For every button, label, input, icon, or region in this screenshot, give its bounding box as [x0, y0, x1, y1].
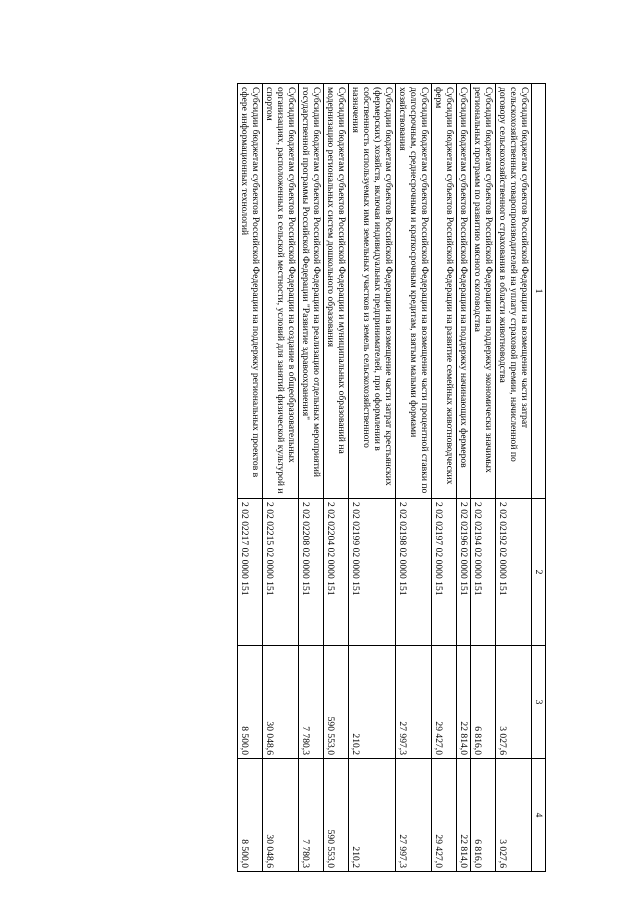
- row-value-col3: 30 048,6: [263, 646, 299, 759]
- row-value-col3: 22 814,0: [457, 646, 471, 759]
- row-value-col4: 8 500,0: [238, 759, 263, 872]
- table-row: [396, 84, 432, 872]
- table-row: [457, 84, 471, 872]
- row-description: Субсидии бюджетам субъектов Российской Федерации и муниципальных образований на модернизацию региональных систем дошкольного образования: [324, 84, 349, 499]
- row-value-col4: 7 780,3: [299, 759, 324, 872]
- table-row: [496, 84, 532, 872]
- row-code: 2 02 02192 02 0000 151: [496, 499, 532, 646]
- row-value-col4: 27 997,3: [396, 759, 432, 872]
- row-value-col4: 3 027,6: [496, 759, 532, 872]
- row-value-col4: 210,2: [349, 759, 396, 872]
- row-value-col4: 590 553,0: [324, 759, 349, 872]
- row-code: 2 02 02198 02 0000 151: [396, 499, 432, 646]
- budget-table: [237, 83, 546, 872]
- row-value-col3: 27 997,3: [396, 646, 432, 759]
- table-row: [299, 84, 324, 872]
- row-value-col4: 30 048,6: [263, 759, 299, 872]
- row-code: 2 02 02204 02 0000 151: [324, 499, 349, 646]
- row-description: Субсидии бюджетам субъектов Российской Федерации на реализацию отдельных мероприятий государственной программы Российской Федерации "Развитие здравоохранения": [299, 84, 324, 499]
- table-row: [471, 84, 496, 872]
- row-value-col3: 210,2: [349, 646, 396, 759]
- table-row: [324, 84, 349, 872]
- row-value-col3: 590 553,0: [324, 646, 349, 759]
- row-code: 2 02 02215 02 0000 151: [263, 499, 299, 646]
- row-value-col3: 3 027,6: [496, 646, 532, 759]
- row-code: 2 02 02199 02 0000 151: [349, 499, 396, 646]
- row-description: Субсидии бюджетам субъектов Российской Федерации на поддержку экономически значимых региональных программ по развитию мясного скотоводства: [471, 84, 496, 499]
- row-description: Субсидии бюджетам субъектов Российской Федерации на возмещение части затрат сельскохозяйственных товаропроизводителей на уплату страховой премии, начисленной по договору сельскохозяйственного страхования в области животноводства: [496, 84, 532, 499]
- row-description: Субсидии бюджетам субъектов Российской Федерации на поддержку начинающих фермеров: [457, 84, 471, 499]
- row-value-col3: 29 427,0: [432, 646, 457, 759]
- row-code: 2 02 02208 02 0000 151: [299, 499, 324, 646]
- row-value-col3: 7 780,3: [299, 646, 324, 759]
- row-description: Субсидии бюджетам субъектов Российской Федерации на возмещение части затрат крестьянских (фермерских) хозяйств, включая индивидуальных предпринимателей, при оформлении в собственность используемых ими земельных участков из земель сельскохозяйственного назначения: [349, 84, 396, 499]
- row-description: Субсидии бюджетам субъектов Российской Федерации на возмещение части процентной ставки по долгосрочным, среднесрочным и краткосрочным кредитам, взятым малыми формами хозяйствования: [396, 84, 432, 499]
- table-row: [238, 84, 263, 872]
- row-code: 2 02 02197 02 0000 151: [432, 499, 457, 646]
- row-description: Субсидии бюджетам субъектов Российской Федерации на создание в общеобразовательных организациях, расположенных в сельской местности, условий для занятий физической культурой и спортом: [263, 84, 299, 499]
- row-value-col4: 29 427,0: [432, 759, 457, 872]
- row-description: Субсидии бюджетам субъектов Российской Федерации на развитие семейных животноводческих ферм: [432, 84, 457, 499]
- row-value-col4: 6 816,0: [471, 759, 496, 872]
- table-row: [432, 84, 457, 872]
- table-row: [349, 84, 396, 872]
- column-header-4: 4: [532, 759, 546, 872]
- row-description: Субсидии бюджетам субъектов Российской Федерации на поддержку региональных проектов в сфере информационных технологий: [238, 84, 263, 499]
- row-value-col3: 6 816,0: [471, 646, 496, 759]
- table-header-row: [532, 84, 546, 872]
- row-code: 2 02 02217 02 0000 151: [238, 499, 263, 646]
- column-header-2: 2: [532, 499, 546, 646]
- row-value-col4: 22 814,0: [457, 759, 471, 872]
- row-code: 2 02 02196 02 0000 151: [457, 499, 471, 646]
- row-code: 2 02 02194 02 0000 151: [471, 499, 496, 646]
- table-row: [263, 84, 299, 872]
- column-header-1: 1: [532, 84, 546, 499]
- row-value-col3: 8 500,0: [238, 646, 263, 759]
- table-container: [86, 83, 546, 871]
- column-header-3: 3: [532, 646, 546, 759]
